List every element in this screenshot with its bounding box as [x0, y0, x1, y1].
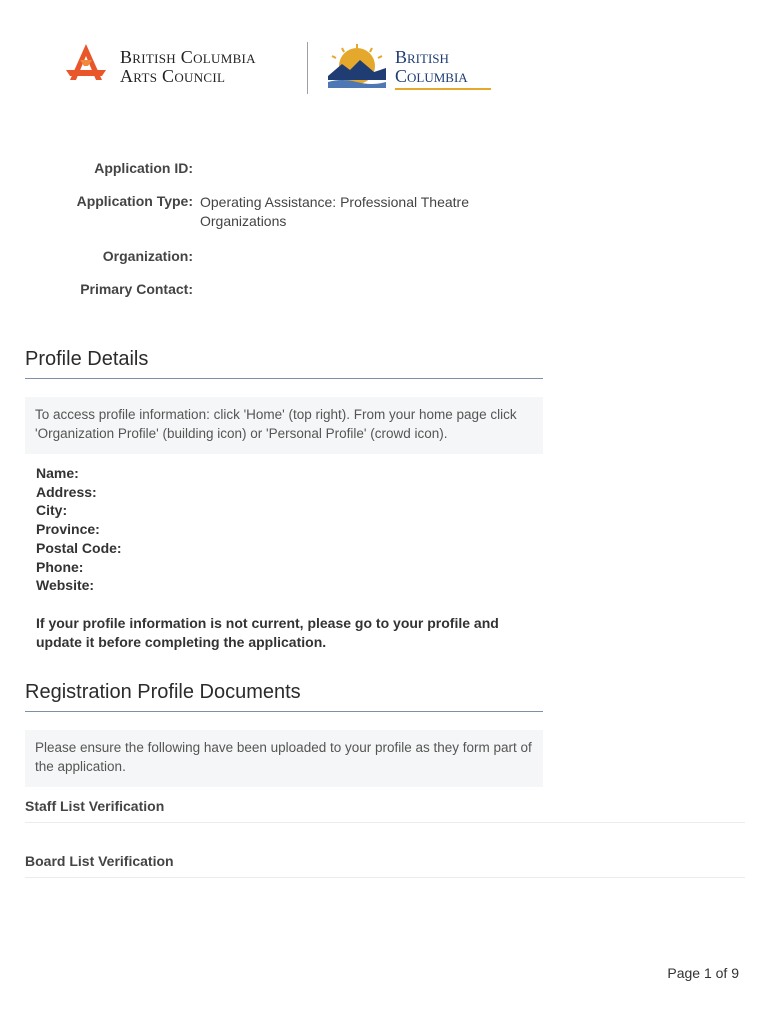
primary-contact-label: Primary Contact: — [80, 281, 193, 297]
organization-row — [0, 248, 560, 264]
org-logo-line2: Arts Council — [120, 66, 226, 86]
application-id-row — [0, 160, 560, 176]
profile-note: To access profile information: click 'Home' (top right). From your home page click 'Organization Profile' (building icon) or 'Personal Profile' (crowd icon). — [25, 397, 543, 454]
org-logo-line1: British Columbia — [120, 47, 256, 67]
organization-value — [200, 248, 510, 264]
documents-note: Please ensure the following have been uploaded to your profile as they form part of the application. — [25, 730, 543, 787]
profile-field-postal-code: Postal Code: — [36, 539, 122, 556]
profile-field-phone: Phone: — [36, 558, 84, 575]
logo-divider — [307, 42, 308, 94]
application-id-value — [200, 160, 510, 176]
registration-documents-heading: Registration Profile Documents — [25, 681, 543, 712]
application-type-label: Application Type: — [76, 193, 193, 209]
primary-contact-value — [200, 281, 510, 297]
organization-label: Organization: — [102, 248, 193, 264]
profile-details-heading: Profile Details — [25, 348, 543, 379]
profile-fields — [36, 464, 122, 595]
profile-warning: If your profile information is not current, please go to your profile and update it before completing the application. — [36, 615, 499, 650]
bc-arts-council-logo-text — [120, 48, 256, 86]
application-type-value: Operating Assistance: Professional Theatre Organizations — [200, 194, 470, 229]
document-item-staff-list: Staff List Verification — [25, 798, 745, 823]
application-type-row — [0, 193, 560, 231]
british-columbia-logo-icon — [322, 42, 392, 90]
header-logos — [62, 38, 502, 98]
profile-field-address: Address: — [36, 483, 97, 500]
application-id-label: Application ID: — [94, 160, 193, 176]
gov-logo-line1: British — [395, 47, 449, 67]
bc-logo-underline — [395, 88, 491, 90]
page-number: Page 1 of 9 — [667, 965, 739, 981]
application-info — [0, 160, 560, 314]
profile-field-name: Name: — [36, 465, 79, 481]
primary-contact-row — [0, 281, 560, 297]
profile-field-province: Province: — [36, 521, 100, 538]
british-columbia-logo-text — [395, 48, 468, 86]
bc-arts-council-logo-icon — [62, 40, 110, 88]
profile-field-city: City: — [36, 502, 68, 519]
gov-logo-line2: Columbia — [395, 66, 468, 86]
profile-field-website: Website: — [36, 577, 95, 594]
document-item-board-list: Board List Verification — [25, 853, 745, 878]
